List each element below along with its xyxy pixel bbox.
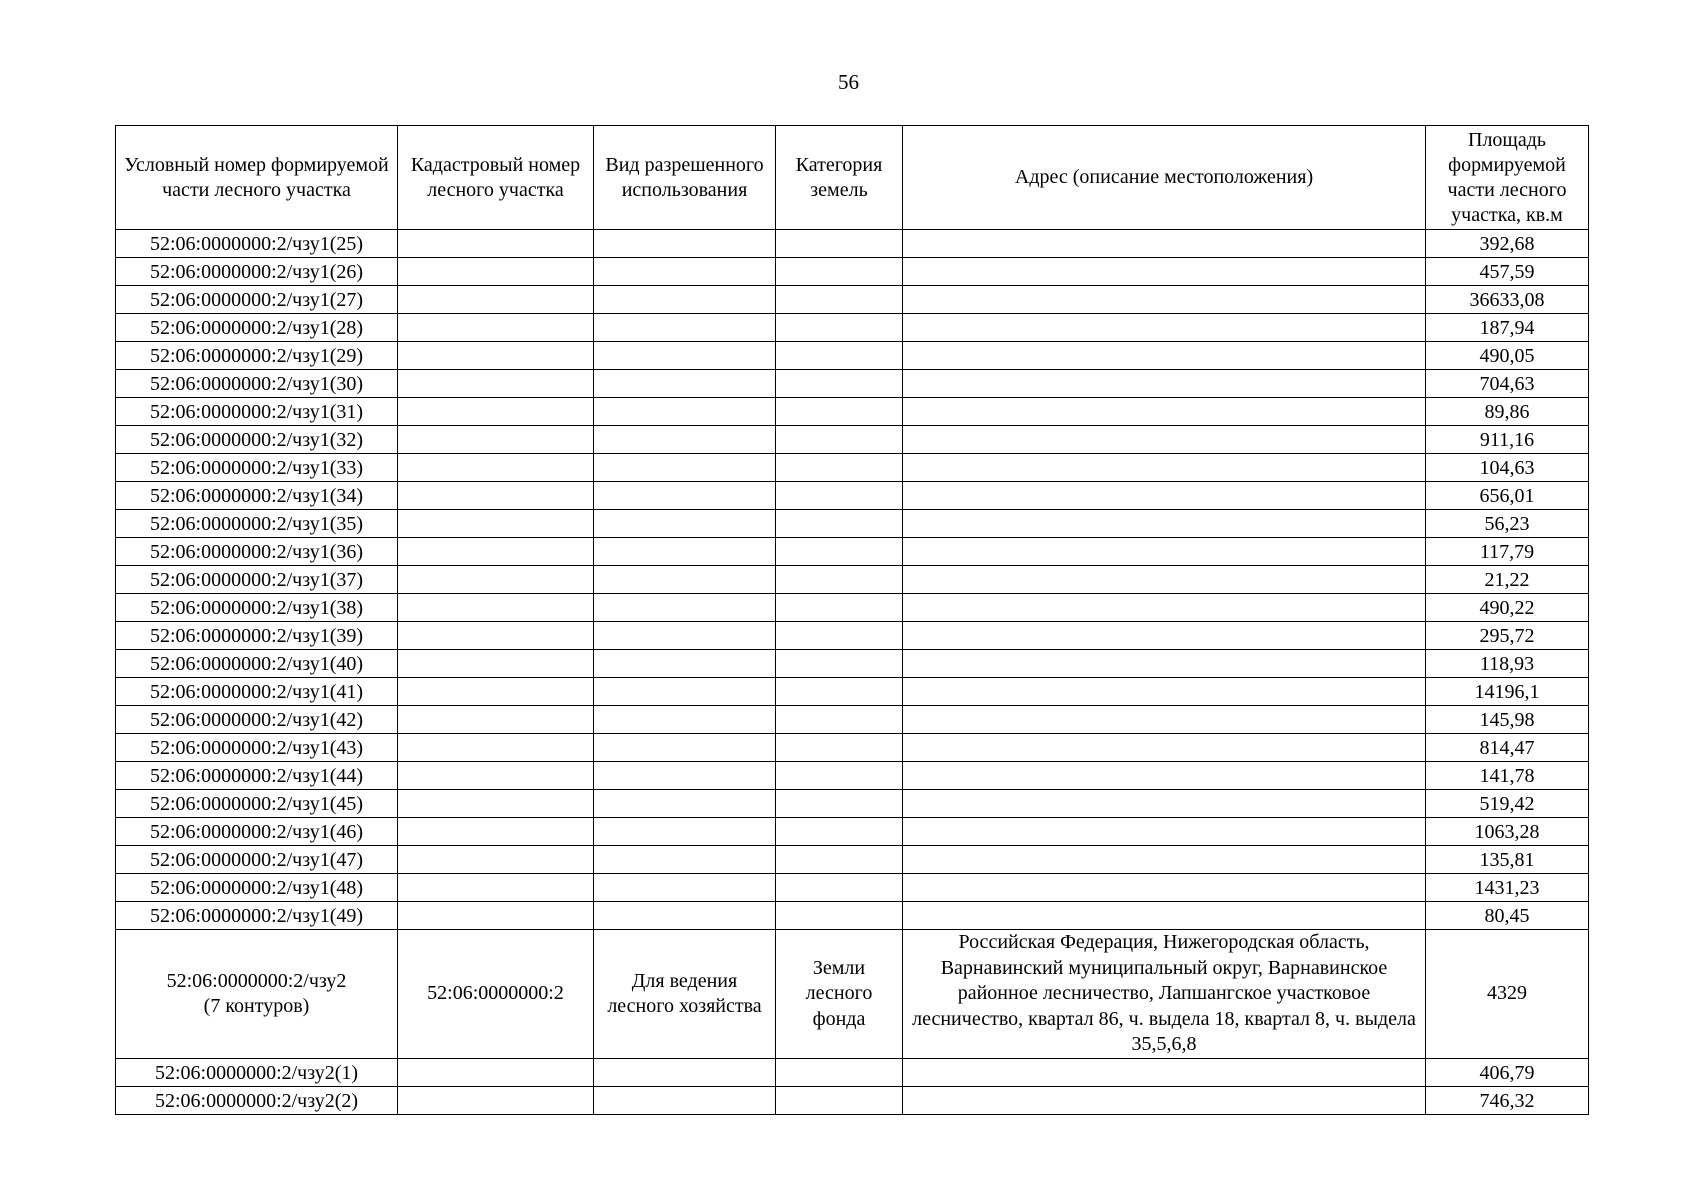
land-category-cell [776,538,903,566]
area-cell: 14196,1 [1426,678,1589,706]
land-category-cell [776,426,903,454]
table-row [116,538,1589,566]
table-row [116,426,1589,454]
area-cell: 490,22 [1426,594,1589,622]
land-category-cell [776,230,903,258]
address-cell [903,314,1426,342]
address-cell [903,762,1426,790]
part-id-cell: 52:06:0000000:2/чзу1(30) [116,370,398,398]
table-row [116,342,1589,370]
table-header-row [116,126,1589,230]
land-category-cell [776,342,903,370]
permitted-use-cell [594,622,776,650]
table-row [116,1059,1589,1087]
part-id-cell: 52:06:0000000:2/чзу1(43) [116,734,398,762]
cadastral-cell [398,258,594,286]
land-category-cell [776,818,903,846]
area-cell: 911,16 [1426,426,1589,454]
permitted-use-cell [594,1059,776,1087]
area-cell: 295,72 [1426,622,1589,650]
part-id-cell: 52:06:0000000:2/чзу1(47) [116,846,398,874]
area-cell: 490,05 [1426,342,1589,370]
land-category-cell [776,874,903,902]
address-cell [903,790,1426,818]
part-id-cell: 52:06:0000000:2/чзу1(37) [116,566,398,594]
permitted-use-cell [594,706,776,734]
address-cell [903,566,1426,594]
table-row [116,874,1589,902]
address-cell [903,678,1426,706]
land-category-cell [776,734,903,762]
table-row [116,762,1589,790]
address-cell [903,1087,1426,1115]
cadastral-cell [398,286,594,314]
area-cell: 80,45 [1426,902,1589,930]
table-row [116,1087,1589,1115]
header-area: Площадь формируемой части лесного участка, кв.м [1426,126,1589,230]
area-cell: 56,23 [1426,510,1589,538]
permitted-use-cell [594,398,776,426]
part-id-cell: 52:06:0000000:2/чзу1(31) [116,398,398,426]
cadastral-cell [398,762,594,790]
address-cell [903,650,1426,678]
area-cell: 392,68 [1426,230,1589,258]
header-permitted-use: Вид разрешенного использования [594,126,776,230]
address-cell [903,482,1426,510]
table-row [116,314,1589,342]
cadastral-cell [398,538,594,566]
land-category-cell [776,286,903,314]
cadastral-cell [398,902,594,930]
permitted-use-cell [594,818,776,846]
land-category-cell [776,650,903,678]
page-number: 56 [838,70,859,94]
cadastral-cell [398,566,594,594]
part-id-cell: 52:06:0000000:2/чзу1(27) [116,286,398,314]
address-cell [903,230,1426,258]
address-cell [903,510,1426,538]
part-id-cell: 52:06:0000000:2/чзу1(29) [116,342,398,370]
area-cell: 1431,23 [1426,874,1589,902]
part-id-cell: 52:06:0000000:2/чзу1(46) [116,818,398,846]
address-cell [903,706,1426,734]
address-cell [903,622,1426,650]
land-category-cell [776,678,903,706]
permitted-use-cell [594,1087,776,1115]
address-cell [903,734,1426,762]
address-cell [903,902,1426,930]
address-cell [903,286,1426,314]
area-cell: 704,63 [1426,370,1589,398]
cadastral-cell [398,678,594,706]
land-category-cell [776,1059,903,1087]
area-cell: 457,59 [1426,258,1589,286]
part-id-cell: 52:06:0000000:2/чзу1(26) [116,258,398,286]
permitted-use-cell [594,678,776,706]
permitted-use-cell [594,454,776,482]
land-category-cell [776,482,903,510]
address-cell [903,370,1426,398]
permitted-use-cell [594,538,776,566]
part-id-cell: 52:06:0000000:2/чзу1(34) [116,482,398,510]
part-id-cell: 52:06:0000000:2/чзу1(44) [116,762,398,790]
permitted-use-cell [594,258,776,286]
table-row [116,622,1589,650]
table-row [116,818,1589,846]
part-id-cell: 52:06:0000000:2/чзу1(33) [116,454,398,482]
cadastral-cell [398,482,594,510]
address-cell [903,874,1426,902]
area-cell: 141,78 [1426,762,1589,790]
table-row [116,846,1589,874]
cadastral-cell [398,706,594,734]
land-category-cell [776,314,903,342]
cadastral-cell [398,398,594,426]
cadastral-cell: 52:06:0000000:2 [398,930,594,1059]
table-row [116,230,1589,258]
part-id-cell: 52:06:0000000:2/чзу1(41) [116,678,398,706]
land-category-cell [776,510,903,538]
cadastral-cell [398,650,594,678]
permitted-use-cell [594,482,776,510]
permitted-use-cell [594,762,776,790]
part-id-cell: 52:06:0000000:2/чзу1(45) [116,790,398,818]
area-cell: 21,22 [1426,566,1589,594]
part-id-cell: 52:06:0000000:2/чзу1(42) [116,706,398,734]
cadastral-cell [398,230,594,258]
land-category-cell [776,258,903,286]
table-row [116,370,1589,398]
table-row [116,902,1589,930]
part-id-cell: 52:06:0000000:2/чзу1(35) [116,510,398,538]
table-row [116,650,1589,678]
permitted-use-cell [594,650,776,678]
address-cell: Российская Федерация, Нижегородская область, Варнавинский муниципальный округ, Варнавинское районное лесничество, Лапшангское участковое лесничество, квартал 86, ч. выдела 18, квартал 8, ч. выдела 35,5,6,8 [903,930,1426,1059]
table-row [116,566,1589,594]
area-cell: 746,32 [1426,1087,1589,1115]
header-part-id: Условный номер формируемой части лесного участка [116,126,398,230]
header-land-category: Категория земель [776,126,903,230]
header-cadastral-number: Кадастровый номер лесного участка [398,126,594,230]
area-cell: 1063,28 [1426,818,1589,846]
part-id-cell: 52:06:0000000:2/чзу2(2) [116,1087,398,1115]
permitted-use-cell [594,734,776,762]
permitted-use-cell [594,874,776,902]
cadastral-cell [398,510,594,538]
area-cell: 89,86 [1426,398,1589,426]
area-cell: 117,79 [1426,538,1589,566]
land-category-cell [776,902,903,930]
cadastral-cell [398,426,594,454]
cadastral-cell [398,314,594,342]
area-cell: 406,79 [1426,1059,1589,1087]
address-cell [903,818,1426,846]
part-id-cell: 52:06:0000000:2/чзу1(36) [116,538,398,566]
land-category-cell [776,454,903,482]
area-cell: 145,98 [1426,706,1589,734]
table-row [116,678,1589,706]
address-cell [903,342,1426,370]
header-address: Адрес (описание местоположения) [903,126,1426,230]
table-row [116,790,1589,818]
permitted-use-cell [594,230,776,258]
permitted-use-cell [594,370,776,398]
address-cell [903,398,1426,426]
part-id-cell: 52:06:0000000:2/чзу1(25) [116,230,398,258]
table-row [116,734,1589,762]
area-cell: 187,94 [1426,314,1589,342]
area-cell: 814,47 [1426,734,1589,762]
land-category-cell [776,846,903,874]
area-cell: 4329 [1426,930,1589,1059]
land-category-cell [776,398,903,426]
permitted-use-cell [594,426,776,454]
area-cell: 36633,08 [1426,286,1589,314]
part-id-cell: 52:06:0000000:2/чзу1(28) [116,314,398,342]
part-id-cell: 52:06:0000000:2/чзу1(39) [116,622,398,650]
cadastral-cell [398,846,594,874]
land-category-cell [776,790,903,818]
part-id-cell [116,930,398,1059]
part-id-cell: 52:06:0000000:2/чзу1(49) [116,902,398,930]
table-row [116,706,1589,734]
cadastral-cell [398,622,594,650]
part-id-cell: 52:06:0000000:2/чзу1(32) [116,426,398,454]
table-row [116,398,1589,426]
land-category-cell: Земли лесного фонда [776,930,903,1059]
permitted-use-cell [594,846,776,874]
cadastral-cell [398,370,594,398]
address-cell [903,454,1426,482]
area-cell: 104,63 [1426,454,1589,482]
permitted-use-cell [594,314,776,342]
table-row [116,258,1589,286]
land-category-cell [776,706,903,734]
address-cell [903,538,1426,566]
part-contours-note: (7 контуров) [203,995,310,1017]
permitted-use-cell: Для ведения лесного хозяйства [594,930,776,1059]
table-row [116,286,1589,314]
address-cell [903,594,1426,622]
cadastral-cell [398,818,594,846]
area-cell: 135,81 [1426,846,1589,874]
address-cell [903,846,1426,874]
cadastral-cell [398,342,594,370]
part-id-cell: 52:06:0000000:2/чзу1(48) [116,874,398,902]
permitted-use-cell [594,790,776,818]
land-category-cell [776,594,903,622]
address-cell [903,258,1426,286]
permitted-use-cell [594,566,776,594]
area-cell: 118,93 [1426,650,1589,678]
table-row [116,454,1589,482]
permitted-use-cell [594,594,776,622]
table-row [116,594,1589,622]
permitted-use-cell [594,286,776,314]
table-row-main [116,930,1589,1059]
part-id-line: 52:06:0000000:2/чзу2 [166,969,347,992]
cadastral-cell [398,454,594,482]
table-row [116,482,1589,510]
land-parts-table [115,125,1589,1115]
permitted-use-cell [594,342,776,370]
cadastral-cell [398,874,594,902]
land-category-cell [776,762,903,790]
part-id-cell: 52:06:0000000:2/чзу1(40) [116,650,398,678]
part-id-cell: 52:06:0000000:2/чзу1(38) [116,594,398,622]
cadastral-cell [398,734,594,762]
land-category-cell [776,566,903,594]
cadastral-cell [398,1059,594,1087]
area-cell: 656,01 [1426,482,1589,510]
cadastral-cell [398,594,594,622]
cadastral-cell [398,790,594,818]
area-cell: 519,42 [1426,790,1589,818]
land-category-cell [776,370,903,398]
land-category-cell [776,622,903,650]
permitted-use-cell [594,902,776,930]
land-category-cell [776,1087,903,1115]
table-row [116,510,1589,538]
part-id-cell: 52:06:0000000:2/чзу2(1) [116,1059,398,1087]
address-cell [903,426,1426,454]
cadastral-cell [398,1087,594,1115]
permitted-use-cell [594,510,776,538]
address-cell [903,1059,1426,1087]
